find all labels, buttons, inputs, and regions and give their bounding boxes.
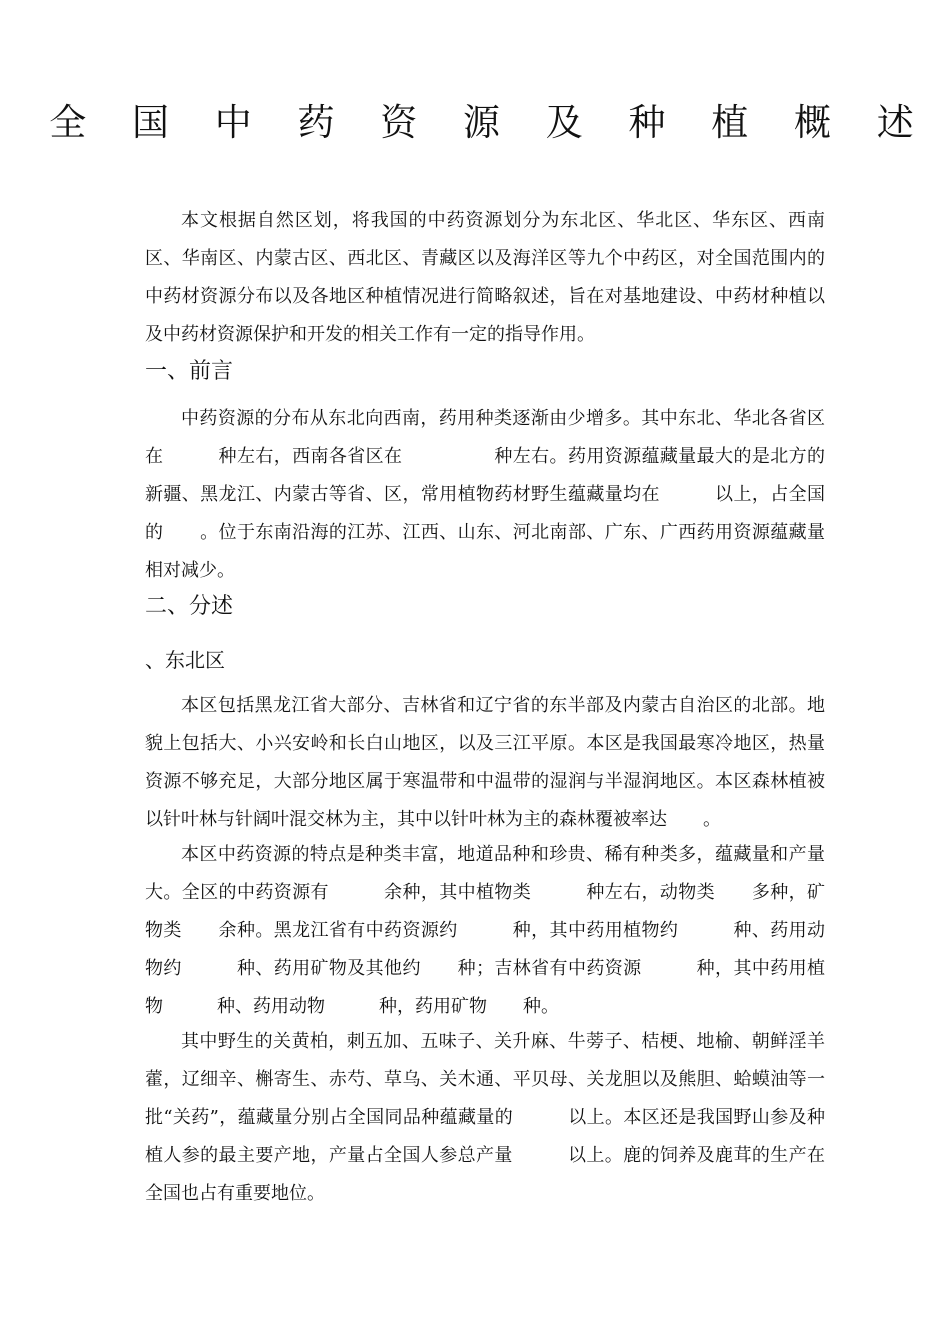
document-title: 全 国 中 药 资 源 及 种 植 概 述 bbox=[49, 101, 931, 144]
northeast-paragraph-geography: 本区包括黑龙江省大部分、吉林省和辽宁省的东半部及内蒙古自治区的北部。地貌上包括大、小兴安岭和长白山地区，以及三江平原。本区是我国最寒冷地区，热量资源不够充足，大部分地区属于寒温带和中温带的湿润与半湿润地区。本区森林植被以针叶林与针阔叶混交林为主，其中以针叶林为主的森林覆被率达 。 bbox=[145, 695, 825, 830]
subsection-heading-northeast: 、东北区 bbox=[145, 648, 225, 672]
section-heading-preface: 一、前言 bbox=[145, 359, 234, 384]
abstract-paragraph: 本文根据自然区划，将我国的中药资源划分为东北区、华北区、华东区、西南区、华南区、内蒙古区、西北区、青藏区以及海洋区等九个中药区，对全国范围内的中药材资源分布以及各地区种植情况进行简略叙述，旨在对基地建设、中药材种植以及中药材资源保护和开发的相关工作有一定的指导作用。 bbox=[145, 210, 825, 345]
preface-paragraph: 中药资源的分布从东北向西南，药用种类逐渐由少增多。其中东北、华北各省区在 种左右，西南各省区在 种左右。药用资源蕴藏量最大的是北方的新疆、黑龙江、内蒙古等省、区，常用植物药材野生蕴藏量均在 以上，占全国的 。位于东南沿海的江苏、江西、山东、河北南部、广东、广西药用资源蕴藏量相对减少。 bbox=[145, 408, 825, 581]
section-heading-details: 二、分述 bbox=[145, 594, 234, 619]
northeast-paragraph-resources: 本区中药资源的特点是种类丰富，地道品种和珍贵、稀有种类多，蕴藏量和产量大。全区的中药资源有 余种，其中植物类 种左右，动物类 多种，矿物类 余种。黑龙江省有中药资源约 种，其中药用植物约 种、药用动物约 种、药用矿物及其他约 种；吉林省有中药资源 种，其中药用植物 种、药用动物 种，药用矿物 种。 bbox=[145, 844, 825, 1017]
northeast-paragraph-guanyao: 其中野生的关黄柏，刺五加、五味子、关升麻、牛蒡子、桔梗、地榆、朝鲜淫羊藿，辽细辛、槲寄生、赤芍、草乌、关木通、平贝母、关龙胆以及熊胆、蛤蟆油等一批“关药”，蕴藏量分别占全国同品种蕴藏量的 以上。本区还是我国野山参及种植人参的最主要产地，产量占全国人参总产量 以上。鹿的饲养及鹿茸的生产在全国也占有重要地位。 bbox=[145, 1031, 825, 1204]
